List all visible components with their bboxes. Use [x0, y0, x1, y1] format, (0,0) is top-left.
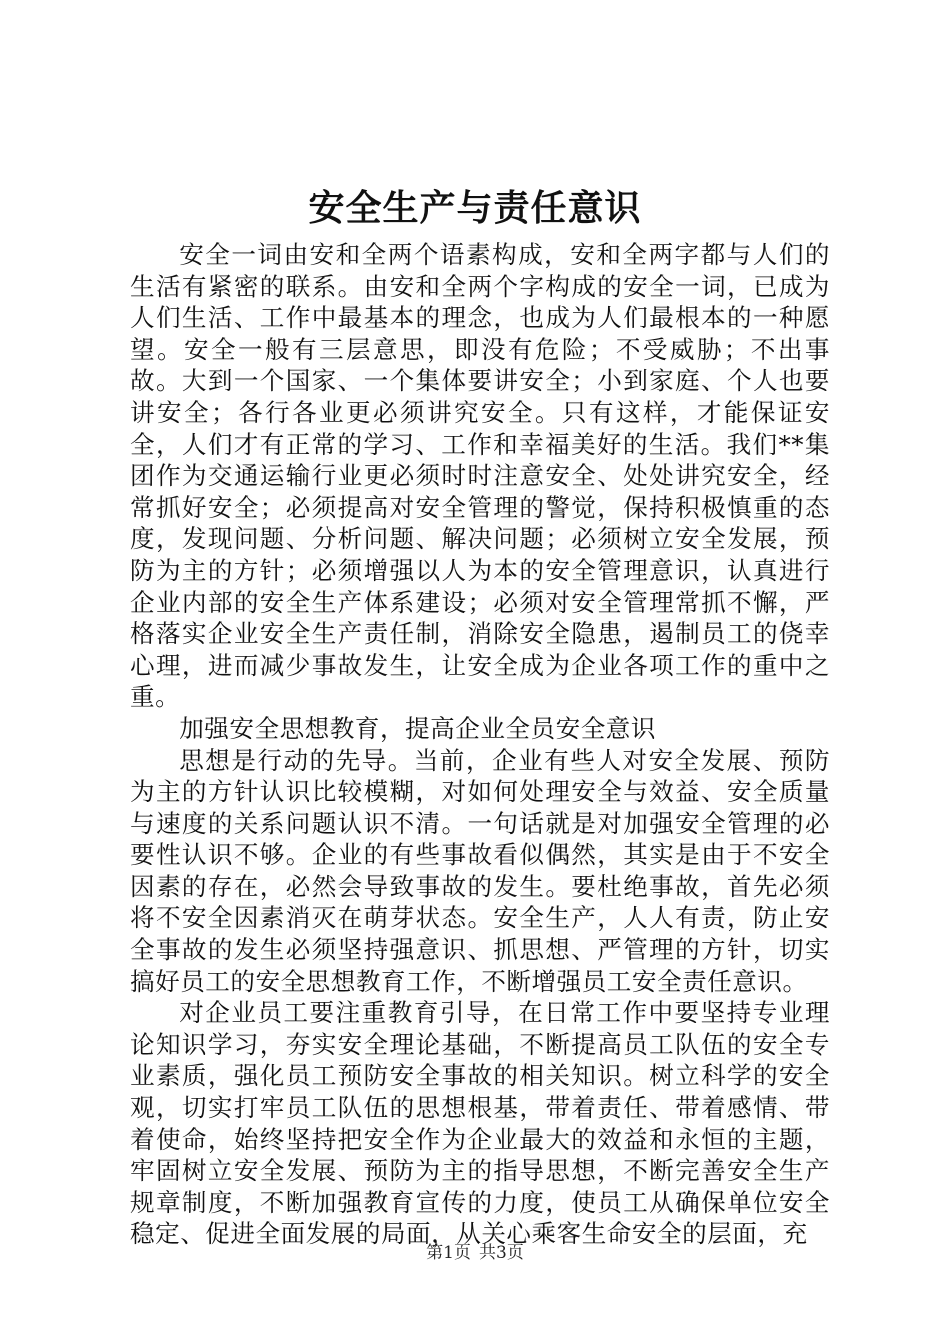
page-footer: [0, 1241, 950, 1265]
paragraph-education: 对企业员工要注重教育引导，在日常工作中要坚持专业理论知识学习，夯实安全理论基础，不断提高员工队伍的安全专业素质，强化员工预防安全事故的相关知识。树立科学的安全观，切实打牢员工队伍的思想根基，带着责任、带着感情、带着使命，始终坚持把安全作为企业最大的效益和永恒的主题，牢固树立安全发展、预防为主的指导思想，不断完善安全生产规章制度，不断加强教育宣传的力度，使员工从确保单位安全稳定、促进全面发展的局面，从关心乘客生命安全的层面，充: [130, 998, 830, 1249]
paragraph-thought: 思想是行动的先导。当前，企业有些人对安全发展、预防为主的方针认识比较模糊，对如何处理安全与效益、安全质量与速度的关系问题认识不清。一句话就是对加强安全管理的必要性认识不够。企业的有些事故看似偶然，其实是由于不安全因素的存在，必然会导致事故的发生。要杜绝事故，首先必须将不安全因素消灭在萌芽状态。安全生产，人人有责，防止安全事故的发生必须坚持强意识、抓思想、严管理的方针，切实搞好员工的安全思想教育工作，不断增强员工安全责任意识。: [130, 745, 830, 996]
section-heading: 加强安全思想教育，提高企业全员安全意识: [179, 713, 656, 743]
document-body: [130, 239, 830, 1250]
document-title: 安全生产与责任意识: [308, 187, 642, 229]
page-number: 第1页: [426, 1243, 471, 1263]
paragraph-intro: 安全一词由安和全两个语素构成，安和全两字都与人们的生活有紧密的联系。由安和全两个字构成的安全一词，已成为人们生活、工作中最基本的理念，也成为人们最根本的一种愿望。安全一般有三层意思，即没有危险；不受威胁；不出事故。大到一个国家、一个集体要讲安全；小到家庭、个人也要讲安全；各行各业更必须讲究安全。只有这样，才能保证安全，人们才有正常的学习、工作和幸福美好的生活。我们**集团作为交通运输行业更必须时时注意安全、处处讲究安全，经常抓好安全；必须提高对安全管理的警觉，保持积极慎重的态度，发现问题、分析问题、解决问题；必须树立安全发展，预防为主的方针；必须增强以人为本的安全管理意识，认真进行企业内部的安全生产体系建设；必须对安全管理常抓不懈，严格落实企业安全生产责任制，消除安全隐患，遏制员工的侥幸心理，进而减少事故发生，让安全成为企业各项工作的重中之重。: [130, 240, 830, 712]
page-total: 共3页: [479, 1243, 524, 1263]
